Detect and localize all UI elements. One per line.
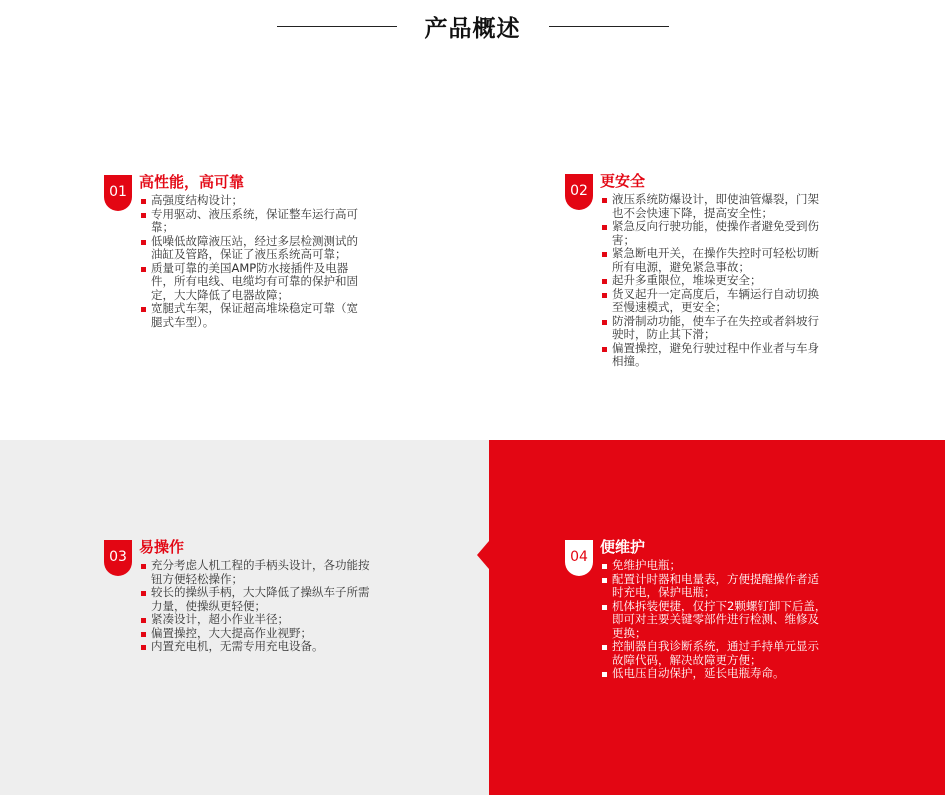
list-item: 质量可靠的美国AMP防水接插件及电器件，所有电线、电缆均有可靠的保护和固定，大大降低了电器故障； [141,262,369,303]
list-item: 紧急反向行驶功能，使操作者避免受到伤害； [602,220,828,247]
list-item: 较长的操纵手柄，大大降低了操纵车子所需力量，使操纵更轻便； [141,586,373,613]
list-item: 低电压自动保护，延长电瓶寿命。 [602,667,830,681]
list-item: 免维护电瓶； [602,559,830,573]
header [0,6,945,46]
list-item: 货叉起升一定高度后，车辆运行自动切换至慢速模式，更安全； [602,288,828,315]
feature-title: 易操作 [139,538,185,556]
list-item: 内置充电机，无需专用充电设备。 [141,640,373,654]
page-title: 产品概述 [424,15,521,42]
list-item: 充分考虑人机工程的手柄头设计，各功能按钮方便轻松操作； [141,559,373,586]
number-badge: 02 [565,174,593,210]
feature-list [602,193,828,369]
list-item: 配置计时器和电量表，方便提醒操作者适时充电，保护电瓶； [602,573,830,600]
list-item: 防滑制动功能，使车子在失控或者斜坡行驶时，防止其下滑； [602,315,828,342]
list-item: 紧急断电开关，在操作失控时可轻松切断所有电源，避免紧急事故； [602,247,828,274]
list-item: 紧凑设计，超小作业半径； [141,613,373,627]
number-badge: 01 [104,175,132,211]
list-item: 专用驱动、液压系统，保证整车运行高可靠； [141,208,369,235]
number-badge: 04 [565,540,593,576]
number-badge: 03 [104,540,132,576]
list-item: 偏置操控，大大提高作业视野； [141,627,373,641]
feature-list [141,559,373,654]
list-item: 控制器自我诊断系统，通过手持单元显示故障代码，解决故障更方便； [602,640,830,667]
feature-title: 高性能，高可靠 [139,173,245,191]
list-item: 宽腿式车架，保证超高堆垛稳定可靠（宽腿式车型）。 [141,302,369,329]
feature-title: 更安全 [600,172,646,190]
list-item: 机体拆装便捷，仅拧下2颗螺钉卸下后盖，即可对主要关键零部件进行检测、维修及更换； [602,600,830,641]
feature-list [141,194,369,329]
list-item: 低噪低故障液压站，经过多层检测测试的油缸及管路，保证了液压系统高可靠； [141,235,369,262]
title-divider-left [277,26,397,27]
feature-title: 便维护 [600,538,646,556]
list-item: 偏置操控，避免行驶过程中作业者与车身相撞。 [602,342,828,369]
title-divider-right [549,26,669,27]
list-item: 起升多重限位，堆垛更安全； [602,274,828,288]
list-item: 高强度结构设计； [141,194,369,208]
panel-notch [477,541,489,569]
list-item: 液压系统防爆设计，即使油管爆裂，门架也不会快速下降，提高安全性； [602,193,828,220]
feature-list [602,559,830,681]
